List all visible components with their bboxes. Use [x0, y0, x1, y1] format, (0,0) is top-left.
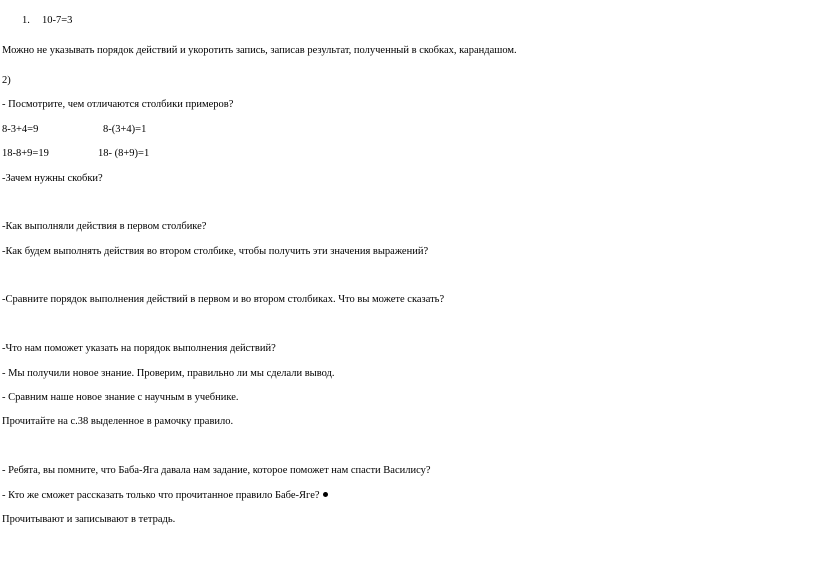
statement-line-with-bullet [2, 490, 328, 502]
statement-line: - Сравним наше новое знание с научным в учебнике. [2, 392, 239, 403]
question-line: -Что нам поможет указать на порядок выполнения действий? [2, 343, 276, 354]
section-number: 2) [2, 75, 11, 86]
question-line: - Посмотрите, чем отличаются столбики примеров? [2, 99, 234, 110]
statement-line: Прочитайте на с.38 выделенное в рамочку правило. [2, 416, 234, 427]
statement-text: - Кто же сможет рассказать только что прочитанное правило Бабе-Яге? [2, 490, 320, 501]
bullet-icon [323, 492, 328, 497]
question-line: -Как выполняли действия в первом столбике? [2, 221, 207, 232]
statement-line: Прочитывают и записывают в тетрадь. [2, 514, 176, 525]
question-line: -Как будем выполнять действия во втором столбике, чтобы получить эти значения выражений? [2, 246, 429, 257]
statement-line: - Мы получили новое знание. Проверим, правильно ли мы сделали вывод. [2, 368, 335, 379]
list-item-text: 10-7=3 [42, 15, 73, 26]
note-line: Можно не указывать порядок действий и укоротить запись, записав результат, полученный в скобках, карандашом. [2, 45, 517, 56]
example-right: 8-(3+4)=1 [103, 124, 147, 135]
statement-line: - Ребята, вы помните, что Баба-Яга давала нам задание, которое поможет нам спасти Василису? [2, 465, 431, 476]
list-number: 1. [22, 15, 30, 26]
example-left: 8-3+4=9 [2, 124, 39, 135]
question-line: -Зачем нужны скобки? [2, 173, 103, 184]
question-line: -Сравните порядок выполнения действий в первом и во втором столбиках. Что вы можете сказать? [2, 294, 445, 305]
example-left: 18-8+9=19 [2, 148, 49, 159]
example-right: 18- (8+9)=1 [98, 148, 150, 159]
